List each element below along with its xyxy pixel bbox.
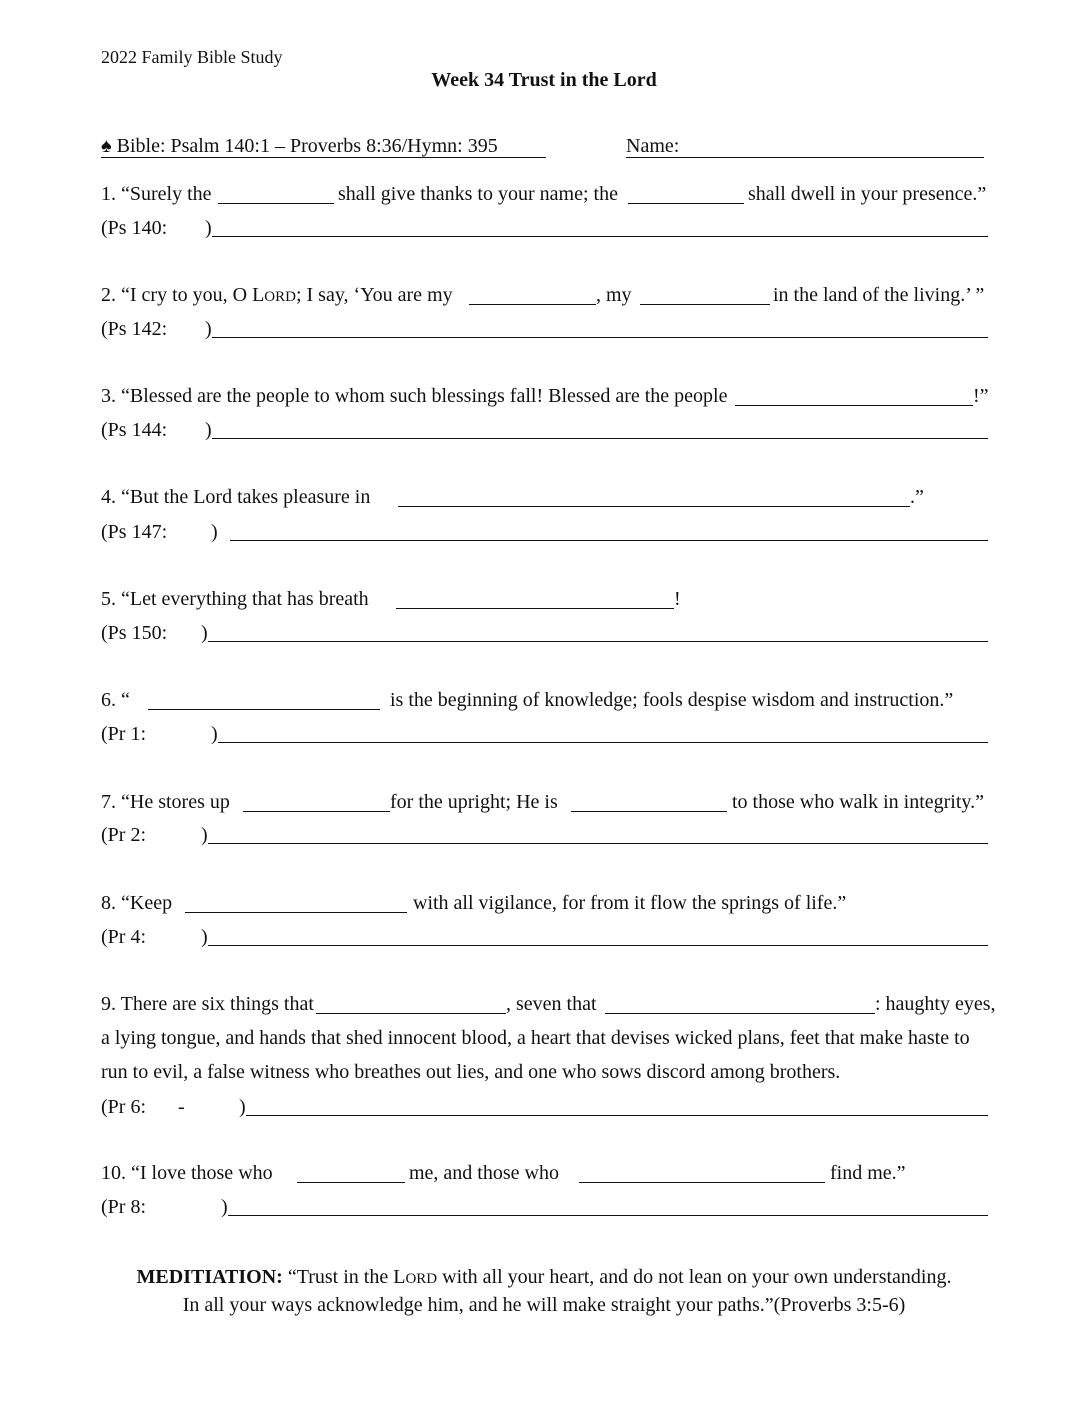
question-2-text-d: in the land of the living.’ ” — [773, 284, 985, 306]
question-8-text-a: 8. “Keep — [101, 892, 173, 914]
question-10-text-a: 10. “I love those who — [101, 1162, 273, 1184]
question-2-blank-1[interactable] — [469, 304, 596, 305]
question-4-text-a: 4. “But the Lord takes pleasure in — [101, 486, 371, 508]
question-7-ref: (Pr 2: — [101, 824, 146, 846]
name-field[interactable] — [626, 157, 984, 158]
question-4-ref: (Ps 147: — [101, 521, 168, 543]
question-8-blank-1[interactable] — [185, 912, 407, 913]
bible-reading-info — [101, 134, 498, 158]
question-9-blank-1[interactable] — [316, 1013, 506, 1014]
question-7-text-c: to those who walk in integrity.” — [732, 791, 984, 813]
question-3-text-a: 3. “Blessed are the people to whom such blessings fall! Blessed are the people — [101, 385, 728, 407]
question-9-ref-close: ) — [239, 1096, 246, 1118]
bible-reading-underline — [101, 157, 546, 158]
question-5-text-b: ! — [674, 588, 681, 610]
question-9-ref-dash: - — [178, 1096, 185, 1118]
question-6-answer-line[interactable] — [218, 742, 988, 743]
question-7-answer-line[interactable] — [208, 843, 988, 844]
question-10-blank-2[interactable] — [579, 1182, 825, 1183]
question-1-text-b: shall give thanks to your name; the — [338, 183, 618, 205]
question-9-text-c: : haughty eyes, — [875, 993, 996, 1015]
question-7-blank-1[interactable] — [243, 811, 390, 812]
question-2-blank-2[interactable] — [640, 304, 770, 305]
question-10-text-c: find me.” — [830, 1162, 906, 1184]
question-3-ref-close: ) — [205, 419, 212, 441]
question-9-answer-line[interactable] — [246, 1115, 988, 1116]
page-title: Week 34 Trust in the Lord — [431, 69, 657, 91]
question-9-text-line2: a lying tongue, and hands that shed innocent blood, a heart that devises wicked plans, feet that make haste to — [101, 1027, 970, 1049]
question-1-text-a: 1. “Surely the — [101, 183, 212, 205]
question-6-blank-1[interactable] — [148, 709, 380, 710]
question-10-text-b: me, and those who — [409, 1162, 559, 1184]
question-7-blank-2[interactable] — [571, 811, 727, 812]
question-5-text-a: 5. “Let everything that has breath — [101, 588, 369, 610]
question-7-text-a: 7. “He stores up — [101, 791, 230, 813]
question-1-ref: (Ps 140: — [101, 217, 168, 239]
question-2-text-a: 2. “I cry to you, O LORD; I say, ‘You are my — [101, 284, 453, 306]
question-10-blank-1[interactable] — [297, 1182, 405, 1183]
question-1-answer-line[interactable] — [212, 236, 988, 237]
bible-reading-label: Bible: Psalm 140:1 – Proverbs 8:36/Hymn: 395 — [116, 135, 498, 157]
name-label: Name: — [626, 135, 680, 157]
question-5-ref: (Ps 150: — [101, 622, 168, 644]
question-2-ref: (Ps 142: — [101, 318, 168, 340]
question-1-blank-2[interactable] — [628, 203, 744, 204]
study-series-label: 2022 Family Bible Study — [101, 47, 283, 67]
question-5-ref-close: ) — [201, 622, 208, 644]
meditation-line-1: MEDITIATION: “Trust in the LORD with all your heart, and do not lean on your own understanding. — [136, 1266, 952, 1288]
question-5-answer-line[interactable] — [208, 641, 988, 642]
question-8-ref-close: ) — [201, 926, 208, 948]
question-10-answer-line[interactable] — [228, 1215, 988, 1216]
question-9-blank-2[interactable] — [605, 1013, 875, 1014]
meditation-label: MEDITIATION: — [136, 1266, 283, 1288]
spade-icon: ♠ — [101, 135, 112, 157]
question-6-ref-close: ) — [211, 723, 218, 745]
question-7-text-b: for the upright; He is — [390, 791, 558, 813]
question-4-answer-line[interactable] — [230, 540, 988, 541]
question-2-ref-close: ) — [205, 318, 212, 340]
question-2-text-c: , my — [596, 284, 632, 306]
question-2-answer-line[interactable] — [212, 337, 988, 338]
question-4-blank-1[interactable] — [398, 506, 910, 507]
question-8-answer-line[interactable] — [208, 945, 988, 946]
question-8-text-b: with all vigilance, for from it flow the springs of life.” — [413, 892, 847, 914]
question-8-ref: (Pr 4: — [101, 926, 146, 948]
question-1-text-c: shall dwell in your presence.” — [748, 183, 987, 205]
question-3-ref: (Ps 144: — [101, 419, 168, 441]
question-9-ref: (Pr 6: — [101, 1096, 146, 1118]
question-3-answer-line[interactable] — [212, 438, 988, 439]
question-10-ref-close: ) — [221, 1196, 228, 1218]
question-6-text-a: 6. “ — [101, 689, 130, 711]
question-4-text-b: .” — [910, 486, 924, 508]
question-4-ref-close: ) — [211, 521, 218, 543]
question-3-text-b: !” — [973, 385, 989, 407]
question-5-blank-1[interactable] — [396, 608, 674, 609]
question-6-text-b: is the beginning of knowledge; fools despise wisdom and instruction.” — [390, 689, 954, 711]
question-9-text-a: 9. There are six things that — [101, 993, 314, 1015]
question-1-ref-close: ) — [205, 217, 212, 239]
question-1-blank-1[interactable] — [218, 203, 334, 204]
question-3-blank-1[interactable] — [735, 405, 973, 406]
question-7-ref-close: ) — [201, 824, 208, 846]
meditation-line-2: In all your ways acknowledge him, and he will make straight your paths.”(Proverbs 3:5-6) — [182, 1294, 906, 1316]
question-10-ref: (Pr 8: — [101, 1196, 146, 1218]
question-9-text-line3: run to evil, a false witness who breathes out lies, and one who sows discord among brothers. — [101, 1061, 841, 1083]
question-6-ref: (Pr 1: — [101, 723, 146, 745]
question-9-text-b: , seven that — [506, 993, 597, 1015]
